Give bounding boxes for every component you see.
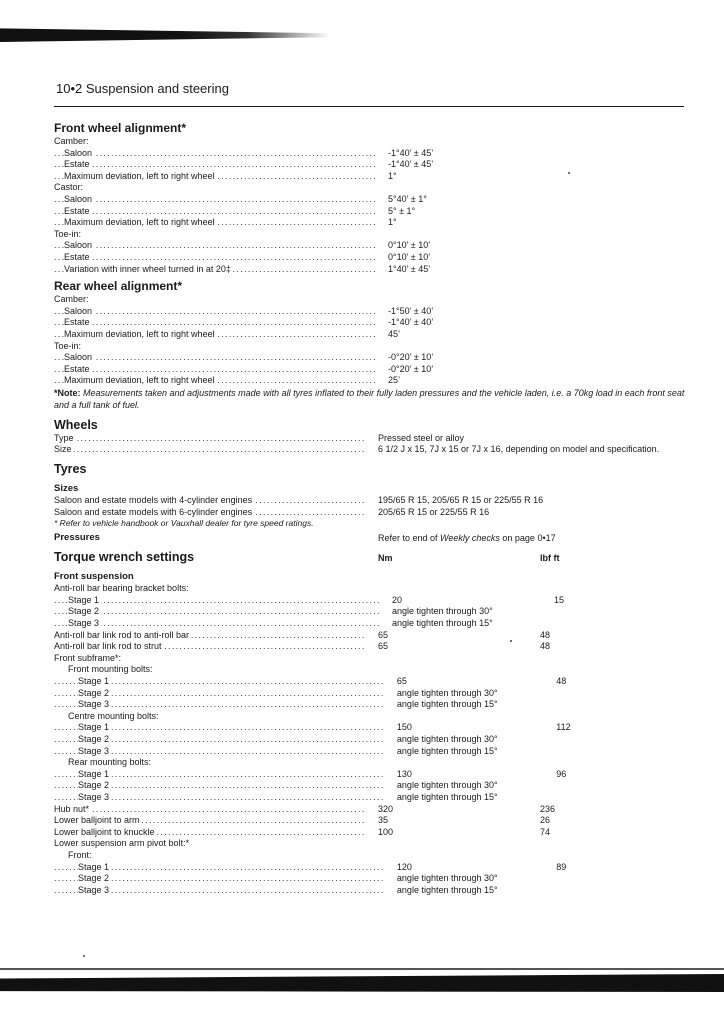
spec-label: Saloon [64, 352, 93, 363]
torque-row [54, 746, 694, 758]
torque-label: Lower balljoint to knuckle [54, 826, 155, 837]
spec-label: Saloon [64, 305, 93, 316]
torque-nm: 100 [378, 826, 394, 837]
torque-title: Torque wrench settings [54, 550, 195, 565]
tyres-title: Tyres [54, 462, 87, 477]
spec-value: Pressed steel or alloy [378, 432, 465, 443]
spec-value: 0°10’ ± 10’ [388, 240, 431, 251]
front-toe-label: Toe-in: [54, 228, 82, 239]
spec-value: 5°40’ ± 1° [388, 193, 427, 204]
torque-row [54, 885, 694, 897]
torque-row [54, 815, 694, 827]
spec-row [54, 159, 694, 171]
torque-nm: angle tighten through 15° [396, 884, 498, 895]
torque-row [54, 827, 694, 839]
front-mounting-label: Front mounting bolts: [68, 664, 153, 675]
torque-lbf [556, 792, 694, 804]
torque-nm: 65 [378, 641, 389, 652]
torque-row [54, 606, 694, 618]
front-suspension-title: Front suspension [54, 571, 134, 583]
spec-label: Type [54, 432, 74, 443]
front-castor-label: Castor: [54, 182, 84, 193]
torque-nm: 20 [392, 594, 403, 605]
torque-label: Stage 2 [78, 873, 110, 884]
torque-lbf [556, 734, 694, 746]
spec-row [54, 264, 694, 276]
torque-label: Stage 2 [78, 733, 110, 744]
torque-row [54, 792, 694, 804]
torque-row [54, 769, 694, 781]
spec-value: -1°40’ ± 45’ [388, 159, 434, 170]
spec-row [54, 240, 694, 252]
spec-label: Saloon [64, 193, 93, 204]
rear-mounting-label: Rear mounting bolts: [68, 757, 152, 768]
spec-value: 1° [388, 217, 397, 228]
header-rule [54, 106, 684, 107]
pressures-row [54, 532, 694, 544]
spec-row [54, 252, 694, 264]
torque-lbf: 96 [556, 768, 567, 779]
spec-label: Estate [64, 159, 90, 170]
torque-lbf: 26 [540, 815, 551, 826]
torque-label: Anti-roll bar link rod to strut [54, 641, 162, 652]
torque-nm: angle tighten through 30° [396, 780, 498, 791]
torque-row [54, 780, 694, 792]
link-rod-rows [54, 630, 694, 653]
spec-row [54, 306, 694, 318]
spec-label: Estate [64, 205, 90, 216]
torque-row [54, 873, 694, 885]
torque-lbf [556, 746, 694, 758]
torque-nm: angle tighten through 30° [396, 687, 498, 698]
spec-value: -0°20’ ± 10’ [388, 352, 434, 363]
torque-label: Stage 3 [78, 884, 110, 895]
note-text: Measurements taken and adjustments made with all tyres inflated to their fully laden pressures and the vehicle laden, i.e. a 70kg load in each front seat and a full tank of fuel. [54, 387, 685, 410]
centre-mounting-label: Centre mounting bolts: [68, 710, 159, 721]
rear-mounting-rows [54, 769, 694, 804]
torque-label: Stage 1 [78, 676, 110, 686]
torque-nm: angle tighten through 15° [396, 699, 498, 710]
spec-label: Saloon [64, 240, 93, 251]
torque-label: Stage 1 [78, 768, 110, 779]
spec-value: -1°40’ ± 40’ [388, 317, 434, 328]
torque-row [54, 734, 694, 746]
spec-label: Saloon and estate models with 6-cylinder engines [54, 506, 253, 517]
torque-lbf [554, 606, 694, 618]
torque-row [54, 676, 694, 688]
spec-label: Saloon [64, 147, 93, 158]
note-prefix: *Note: [54, 387, 81, 398]
rear-alignment-title: Rear wheel alignment* [54, 279, 183, 294]
torque-header [54, 550, 694, 565]
torque-lbf [556, 688, 694, 700]
spec-row [54, 171, 694, 183]
scan-edge-bottom-line [0, 968, 724, 970]
scan-edge-top [0, 26, 330, 42]
spec-label: Maximum deviation, left to right wheel [64, 217, 215, 228]
tyre-footnote: * Refer to vehicle handbook or Vauxhall dealer for tyre speed ratings. [54, 518, 314, 529]
torque-label: Stage 3 [78, 699, 110, 710]
spec-value: 25’ [388, 375, 401, 386]
torque-label: Stage 1 [68, 594, 100, 605]
subframe-label: Front subframe*: [54, 652, 122, 663]
wheels-title: Wheels [54, 417, 98, 432]
torque-row [54, 618, 694, 630]
torque-label: Stage 3 [68, 618, 100, 629]
spec-row [54, 495, 694, 507]
torque-nm: angle tighten through 30° [396, 873, 498, 884]
pressures-value [378, 532, 556, 544]
torque-nm: angle tighten through 15° [396, 745, 498, 756]
misc-torque-rows [54, 804, 694, 839]
pressures-text: on page 0•17 [499, 533, 556, 544]
torque-nm: angle tighten through 30° [392, 606, 493, 617]
torque-row [54, 688, 694, 700]
spec-row [54, 329, 694, 341]
torque-row [54, 595, 694, 607]
spec-label: Size [54, 444, 72, 455]
pivot-front-label: Front: [68, 849, 92, 860]
spec-row [54, 444, 694, 456]
torque-label: Stage 1 [78, 722, 110, 733]
column-header-lbf: lbf ft [540, 553, 560, 564]
torque-lbf [556, 780, 694, 792]
pressures-text-emphasis: Weekly checks [440, 533, 500, 544]
spec-value: 1°40’ ± 45’ [388, 263, 431, 274]
spec-row [54, 375, 694, 387]
spec-value: -1°40’ ± 45’ [388, 147, 434, 158]
spec-value: -0°20’ ± 10’ [388, 363, 434, 374]
torque-row [54, 722, 694, 734]
front-alignment-title: Front wheel alignment* [54, 121, 187, 135]
rear-camber-label: Camber: [54, 294, 89, 305]
spec-row [54, 148, 694, 160]
spec-label: Maximum deviation, left to right wheel [64, 375, 215, 386]
torque-lbf: 89 [556, 861, 567, 872]
spec-value: 5° ± 1° [388, 205, 416, 216]
front-mounting-rows [54, 676, 694, 711]
front-camber-rows [54, 148, 694, 183]
torque-nm: 35 [378, 815, 389, 826]
wheels-rows [54, 433, 694, 456]
torque-label: Stage 2 [78, 687, 110, 698]
alignment-note [54, 387, 688, 411]
torque-nm: 320 [378, 803, 394, 814]
torque-label: Stage 2 [78, 780, 110, 791]
spec-row [54, 194, 694, 206]
torque-label: Stage 3 [78, 745, 110, 756]
spec-row [54, 317, 694, 329]
pivot-bolt-label: Lower suspension arm pivot bolt:* [54, 838, 190, 849]
torque-label: Stage 1 [78, 861, 110, 872]
torque-lbf: 48 [540, 629, 551, 640]
spec-value: 205/65 R 15 or 225/55 R 16 [378, 506, 490, 517]
torque-lbf: 112 [556, 722, 571, 733]
spec-value: 45’ [388, 328, 401, 339]
torque-row [54, 699, 694, 711]
torque-row [54, 630, 694, 642]
spec-value: 6 1/2 J x 15, 7J x 15 or 7J x 16, depending on model and specification. [378, 444, 660, 455]
tyre-size-rows [54, 495, 694, 518]
torque-row [54, 804, 694, 816]
torque-lbf: 74 [540, 826, 551, 837]
spec-row [54, 352, 694, 364]
torque-row [54, 641, 694, 653]
rear-toe-label: Toe-in: [54, 340, 82, 351]
torque-label: Anti-roll bar link rod to anti-roll bar [54, 629, 190, 640]
torque-nm: 130 [396, 768, 412, 779]
torque-label: Stage 3 [78, 791, 110, 802]
torque-nm: angle tighten through 15° [392, 618, 493, 629]
column-header-nm: Nm [378, 553, 393, 564]
spec-label: Estate [64, 363, 90, 374]
rear-toe-rows [54, 352, 694, 387]
front-camber-label: Camber: [54, 136, 89, 146]
spec-row [54, 206, 694, 218]
spec-value: 0°10’ ± 10’ [388, 251, 431, 262]
spec-row [54, 364, 694, 376]
torque-nm: 150 [396, 722, 412, 733]
spec-label: Variation with inner wheel turned in at 20‡ [64, 263, 231, 274]
spec-label: Estate [64, 317, 90, 328]
spec-label: Maximum deviation, left to right wheel [64, 328, 215, 339]
spec-label: Maximum deviation, left to right wheel [64, 170, 215, 181]
spec-value: 1° [388, 170, 397, 181]
anti-roll-rows [54, 595, 694, 630]
torque-lbf: 48 [556, 676, 567, 686]
torque-nm: angle tighten through 15° [396, 791, 498, 802]
torque-label: Stage 2 [68, 606, 100, 617]
page-header: 10•2 Suspension and steering [56, 81, 229, 96]
torque-nm: 120 [396, 861, 412, 872]
front-toe-rows [54, 240, 694, 275]
rear-camber-rows [54, 306, 694, 341]
torque-lbf [556, 873, 694, 885]
torque-lbf [556, 885, 694, 897]
pressures-label: Pressures [54, 532, 100, 544]
centre-mounting-rows [54, 722, 694, 757]
torque-label: Hub nut* [54, 803, 90, 814]
spec-label: Saloon and estate models with 4-cylinder engines [54, 495, 253, 506]
torque-label: Lower balljoint to arm [54, 815, 140, 826]
torque-row [54, 862, 694, 874]
pressures-text: Refer to end of [378, 533, 441, 544]
spec-row [54, 217, 694, 229]
scan-edge-bottom [0, 974, 724, 992]
front-castor-rows [54, 194, 694, 229]
torque-lbf: 15 [554, 594, 565, 605]
spec-content [54, 121, 694, 896]
spec-row [54, 433, 694, 445]
anti-roll-label: Anti-roll bar bearing bracket bolts: [54, 583, 189, 594]
torque-lbf: 236 [540, 803, 556, 814]
spec-value: -1°50’ ± 40’ [388, 305, 434, 316]
torque-lbf: 48 [540, 641, 551, 652]
scan-speck [83, 955, 85, 957]
torque-lbf [556, 699, 694, 711]
spec-row [54, 507, 694, 519]
spec-value: 195/65 R 15, 205/65 R 15 or 225/55 R 16 [378, 495, 544, 506]
torque-nm: 65 [396, 676, 407, 686]
tyre-sizes-title: Sizes [54, 483, 79, 495]
torque-nm: angle tighten through 30° [396, 733, 498, 744]
torque-lbf [554, 618, 694, 630]
pivot-rows [54, 862, 694, 897]
spec-label: Estate [64, 251, 90, 262]
torque-nm: 65 [378, 629, 389, 640]
